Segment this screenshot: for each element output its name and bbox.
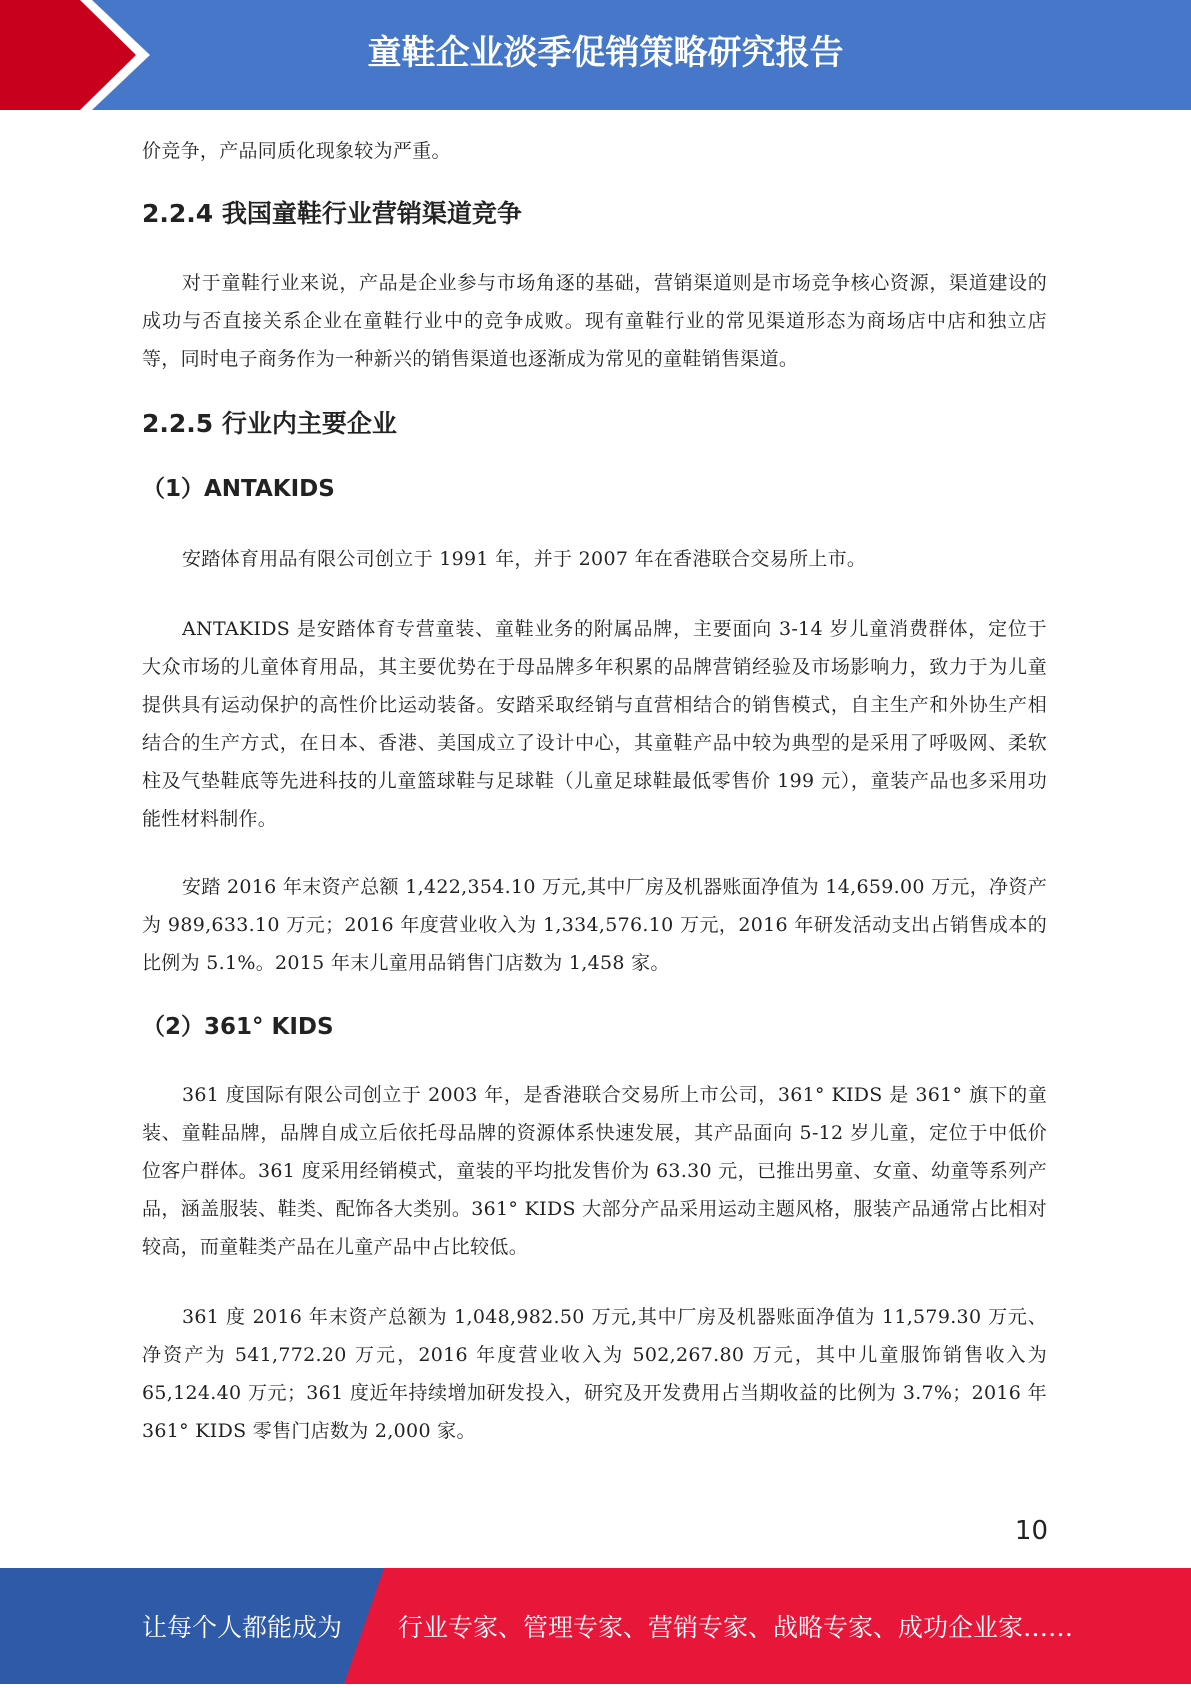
paragraph-361-financials: 361 度 2016 年末资产总额为 1,048,982.50 万元,其中厂房及机器账面净值为 11,579.30 万元、净资产为 541,772.20 万元，2016 年度营业收入为 502,267.80 万元，其中儿童服饰销售收入为 65,124.40 万元；361 度近年持续增加研发投入，研究及开发费用占当期收益的比例为 3.7%；2016 年 361° KIDS 零售门店数为 2,000 家。 — [142, 1306, 1047, 1442]
paragraph-anta-intro: 安踏体育用品有限公司创立于 1991 年，并于 2007 年在香港联合交易所上市。 — [182, 548, 867, 570]
subheading-antakids: （1）ANTAKIDS — [142, 476, 335, 502]
page-number: 10 — [1014, 1516, 1048, 1546]
paragraph-continued: 价竞争，产品同质化现象较为严重。 — [142, 140, 451, 162]
page-footer — [0, 1568, 1191, 1684]
page-header — [0, 0, 1191, 110]
footer-slogan-right: 行业专家、管理专家、营销专家、战略专家、成功企业家…… — [398, 1613, 1074, 1642]
paragraph-antakids-brand: ANTAKIDS 是安踏体育专营童装、童鞋业务的附属品牌，主要面向 3-14 岁儿童消费群体，定位于大众市场的儿童体育用品，其主要优势在于母品牌多年积累的品牌营销经验及市场影响力，致力于为儿童提供具有运动保护的高性价比运动装备。安踏采取经销与直营相结合的销售模式，自主生产和外协生产相结合的生产方式，在日本、香港、美国成立了设计中心，其童鞋产品中较为典型的是采用了呼吸网、柔软柱及气垫鞋底等先进科技的儿童篮球鞋与足球鞋（儿童足球鞋最低零售价 199 元），童装产品也多采用功能性材料制作。 — [142, 618, 1047, 830]
section-heading-2-2-4: 2.2.4 我国童鞋行业营销渠道竞争 — [142, 199, 522, 228]
footer-slogan-left: 让每个人都能成为 — [142, 1613, 343, 1642]
section-heading-2-2-5: 2.2.5 行业内主要企业 — [142, 409, 397, 438]
paragraph-channels: 对于童鞋行业来说，产品是企业参与市场角逐的基础，营销渠道则是市场竞争核心资源，渠道建设的成功与否直接关系企业在童鞋行业中的竞争成败。现有童鞋行业的常见渠道形态为商场店中店和独立店等，同时电子商务作为一种新兴的销售渠道也逐渐成为常见的童鞋销售渠道。 — [142, 272, 1047, 370]
paragraph-361-intro: 361 度国际有限公司创立于 2003 年，是香港联合交易所上市公司，361° KIDS 是 361° 旗下的童装、童鞋品牌，品牌自成立后依托母品牌的资源体系快速发展，其产品面向 5-12 岁儿童，定位于中低价位客户群体。361 度采用经销模式，童装的平均批发售价为 63.30 元，已推出男童、女童、幼童等系列产品，涵盖服装、鞋类、配饰各大类别。361° KIDS 大部分产品采用运动主题风格，服装产品通常占比相对较高，而童鞋类产品在儿童产品中占比较低。 — [142, 1084, 1047, 1258]
page-content — [142, 130, 1047, 1450]
report-title: 童鞋企业淡季促销策略研究报告 — [367, 33, 844, 73]
subheading-361-kids: （2）361° KIDS — [142, 1014, 334, 1040]
paragraph-anta-financials: 安踏 2016 年末资产总额 1,422,354.10 万元,其中厂房及机器账面净值为 14,659.00 万元，净资产为 989,633.10 万元；2016 年度营业收入为 1,334,576.10 万元，2016 年研发活动支出占销售成本的比例为 5.1%。2015 年末儿童用品销售门店数为 1,458 家。 — [142, 876, 1047, 974]
